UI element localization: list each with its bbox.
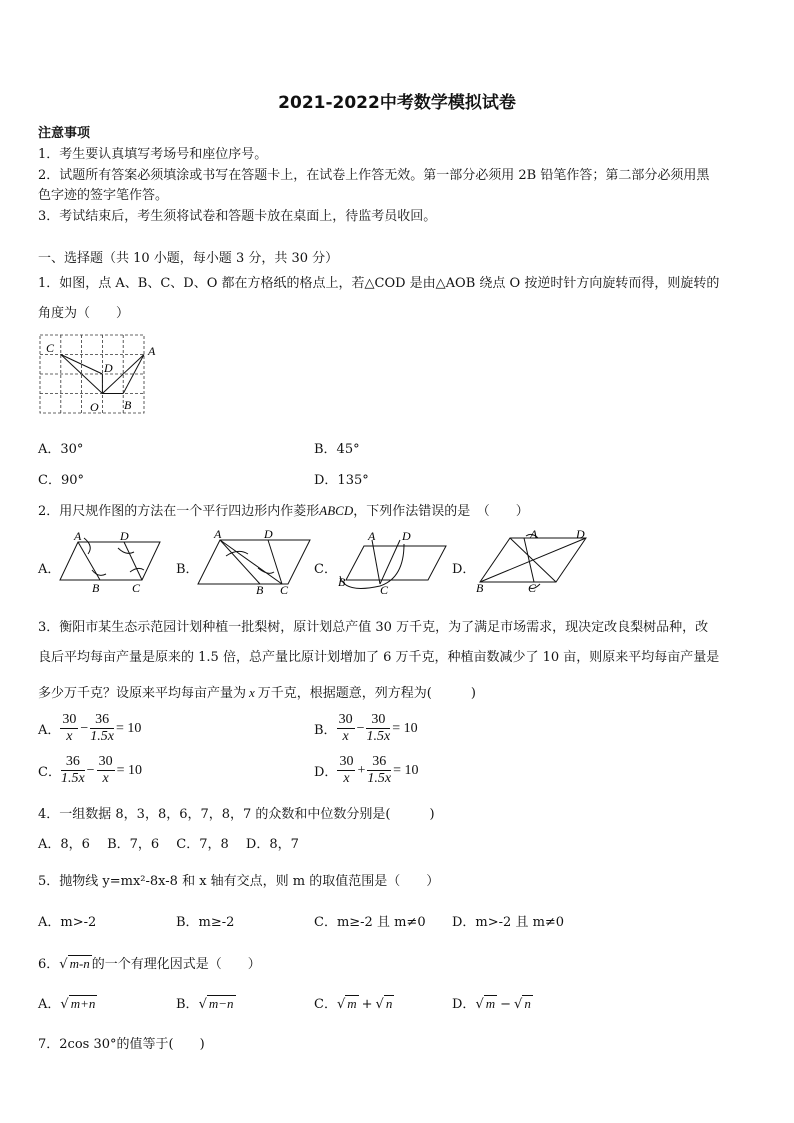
q3-option-b-equation — [337, 712, 420, 745]
notice-line-3: 3．考试结束后，考生须将试卷和答题卡放在桌面上，待监考员收回。 — [38, 209, 437, 224]
q2-figure-b — [198, 528, 314, 596]
q3d-operator: + — [357, 762, 366, 778]
q6-option-d — [452, 993, 533, 1012]
q2-figure-a — [60, 530, 170, 596]
q3b-fraction-1 — [337, 712, 355, 745]
q3a-rhs: = 10 — [116, 720, 142, 736]
q2-stem — [38, 500, 529, 519]
q2b-label-b: B — [256, 583, 264, 597]
q3b-den-2: 1.5x — [366, 729, 391, 744]
q6a-radical-icon: √ — [60, 997, 69, 1012]
q2d-label-b: B — [476, 581, 484, 595]
page-title: 2021-2022中考数学模拟试卷 — [278, 93, 516, 113]
q3a-num-1: 30 — [62, 712, 77, 727]
q2-option-b-label: B． — [176, 562, 199, 577]
q3-option-d-equation — [337, 754, 420, 787]
q6d-operator: − — [500, 997, 512, 1012]
q5-option-c: C．m≥-2 且 m≠0 — [314, 915, 426, 930]
q3-option-c-label: C． — [38, 765, 61, 780]
q3-stem-line1: 3．衡阳市某生态示范园计划种植一批梨树，原计划总产值 30 万千克，为了满足市场需求，现决定改良梨树品种，改 — [38, 620, 709, 635]
q6-option-b — [176, 993, 236, 1012]
q3d-fraction-1 — [337, 754, 355, 787]
q3b-operator: − — [356, 720, 365, 736]
q3a-fraction-1 — [60, 712, 78, 745]
q6-stem-text: 的一个有理化因式是（ ） — [91, 957, 261, 972]
q4-options: A．8，6 B．7，6 C．7，8 D．8，7 — [38, 837, 299, 852]
q3c-den-2: x — [102, 771, 109, 786]
q3-option-b — [314, 712, 420, 745]
q6c-radical-icon-1: √ — [336, 997, 346, 1012]
q3-option-a — [38, 712, 143, 745]
q3-stem-line3b: 万千克，根据题意，列方程为( ) — [257, 686, 476, 701]
q3-variable-x: x — [249, 685, 255, 700]
q2b-label-c: C — [280, 583, 289, 597]
q6c-operator: + — [361, 997, 373, 1012]
q2a-label-c: C — [132, 581, 141, 595]
q2-stem-end: ，下列作法错误的是 （ ） — [353, 504, 529, 519]
q1-fig-label-o: O — [90, 400, 99, 414]
q3c-num-1: 36 — [61, 754, 85, 771]
q6c-radicand-2: n — [385, 996, 393, 1011]
notice-line-2b: 色字迹的签字笔作答。 — [38, 188, 169, 203]
q6d-radicand-1: m — [485, 996, 496, 1011]
q6d-radical-icon-2: √ — [514, 997, 523, 1012]
q5-option-a: A．m>-2 — [38, 915, 97, 930]
q3b-num-2: 30 — [366, 712, 390, 729]
q3-option-c-equation — [61, 754, 144, 787]
q1-fig-label-b: B — [124, 398, 132, 412]
q6-stem — [38, 953, 261, 972]
q3c-rhs: = 10 — [116, 762, 142, 778]
q2-option-a-label: A． — [38, 562, 61, 577]
q2-option-d-label: D． — [452, 562, 476, 577]
q3c-fraction-1 — [61, 754, 85, 787]
q3-option-c — [38, 754, 144, 787]
q3d-den-2: 1.5x — [367, 771, 392, 786]
q3-stem-line3a: 多少万千克？设原来平均每亩产量为 — [38, 686, 247, 701]
q3b-den-1: x — [342, 729, 349, 744]
q3c-fraction-2 — [97, 754, 115, 787]
q1-fig-label-d: D — [104, 361, 113, 375]
q6b-radical-icon: √ — [198, 997, 207, 1012]
q2c-label-a: A — [368, 529, 376, 543]
q6d-radical-icon-1: √ — [475, 997, 484, 1012]
q3-option-a-equation — [60, 712, 143, 745]
q1-option-b: B．45° — [314, 442, 360, 457]
q2b-label-d: D — [264, 527, 273, 541]
q3d-num-2: 36 — [367, 754, 391, 771]
q3-stem-line3 — [38, 682, 476, 701]
q3-stem-line2: 良后平均每亩产量是原来的 1.5 倍，总产量比原计划增加了 6 万千克，种植亩数减少了 10 亩，则原来平均每亩产量是 — [38, 650, 720, 665]
q2a-label-d: D — [120, 529, 129, 543]
q2-figure-d — [474, 528, 590, 596]
q6c-radical-icon-2: √ — [375, 997, 384, 1012]
q5-option-b: B．m≥-2 — [176, 915, 235, 930]
q1-option-d: D．135° — [314, 473, 369, 488]
q2a-label-a: A — [74, 529, 82, 543]
q2d-label-d: D — [576, 527, 585, 541]
q3a-den-1: x — [66, 729, 73, 744]
q1-option-c: C．90° — [38, 473, 84, 488]
q6-radicand: m-n — [69, 956, 90, 971]
q2c-label-b: B — [338, 575, 346, 589]
q3b-fraction-2 — [366, 712, 390, 745]
notice-line-2a: 2．试题所有答案必须填涂或书写在答题卡上，在试卷上作答无效。第一部分必须用 2B 铅笔作答；第二部分必须用黑 — [38, 168, 710, 183]
q1-fig-label-c: C — [46, 341, 55, 355]
q3d-rhs: = 10 — [393, 762, 419, 778]
q1-option-a: A．30° — [38, 442, 84, 457]
q2c-label-d: D — [402, 529, 411, 543]
q6c-radicand-1: m — [347, 996, 357, 1011]
q3d-den-1: x — [343, 771, 350, 786]
q3b-num-1: 30 — [338, 712, 353, 727]
q7-stem: 7．2cos 30°的值等于( ) — [38, 1037, 205, 1052]
q3c-num-2: 30 — [98, 754, 113, 769]
q3b-rhs: = 10 — [392, 720, 418, 736]
q3d-fraction-2 — [367, 754, 391, 787]
q2-figure-c — [334, 528, 450, 596]
q3-option-d — [314, 754, 420, 787]
q5-option-d: D．m>-2 且 m≠0 — [452, 915, 565, 930]
q3-option-a-label: A． — [38, 723, 61, 738]
q6-option-c-label: C． — [314, 997, 337, 1012]
q2-stem-math: ABCD — [319, 503, 354, 518]
q3a-operator: − — [80, 720, 89, 736]
q1-fig-label-a: A — [148, 344, 156, 358]
notice-heading: 注意事项 — [38, 126, 91, 141]
q6a-radicand: m+n — [70, 996, 96, 1011]
q2d-label-a: A — [530, 527, 538, 541]
q6-radical-icon: √ — [59, 957, 68, 972]
q6-option-b-label: B． — [176, 997, 199, 1012]
q3-option-d-label: D． — [314, 765, 338, 780]
q6-option-d-label: D． — [452, 997, 476, 1012]
q2c-label-c: C — [380, 583, 389, 597]
q3a-fraction-2 — [90, 712, 114, 745]
q6-option-a-label: A． — [38, 997, 61, 1012]
section-heading: 一、选择题（共 10 小题，每小题 3 分，共 30 分） — [38, 251, 339, 266]
q2d-label-c: C — [528, 581, 537, 595]
q3d-num-1: 30 — [339, 754, 354, 769]
q2-option-c-label: C． — [314, 562, 337, 577]
q4-stem: 4．一组数据 8，3，8，6，7，8，7 的众数和中位数分别是( ) — [38, 807, 435, 822]
q6b-radicand: m−n — [208, 996, 234, 1011]
q2-stem-text: 2．用尺规作图的方法在一个平行四边形内作菱形 — [38, 504, 320, 519]
q1-grid-figure — [40, 333, 170, 418]
q2a-label-b: B — [92, 581, 100, 595]
q6d-radicand-2: n — [524, 996, 531, 1011]
q6-option-a — [38, 993, 97, 1012]
q1-stem-line1: 1．如图，点 A、B、C、D、O 都在方格纸的格点上，若△COD 是由△AOB 绕点 O 按逆时针方向旋转而得，则旋转的 — [38, 276, 720, 291]
q1-stem-line2: 角度为（ ） — [38, 306, 130, 321]
q6-number: 6． — [38, 957, 60, 972]
q3-option-b-label: B． — [314, 723, 337, 738]
q6-option-c — [314, 993, 394, 1012]
q3a-den-2: 1.5x — [90, 729, 115, 744]
q3c-operator: − — [86, 762, 95, 778]
notice-line-1: 1．考生要认真填写考场号和座位序号。 — [38, 147, 268, 162]
q3a-num-2: 36 — [90, 712, 114, 729]
q5-stem: 5．抛物线 y=mx²-8x-8 和 x 轴有交点，则 m 的取值范围是（ ） — [38, 874, 440, 889]
q2b-label-a: A — [214, 527, 222, 541]
q3c-den-1: 1.5x — [60, 771, 85, 786]
